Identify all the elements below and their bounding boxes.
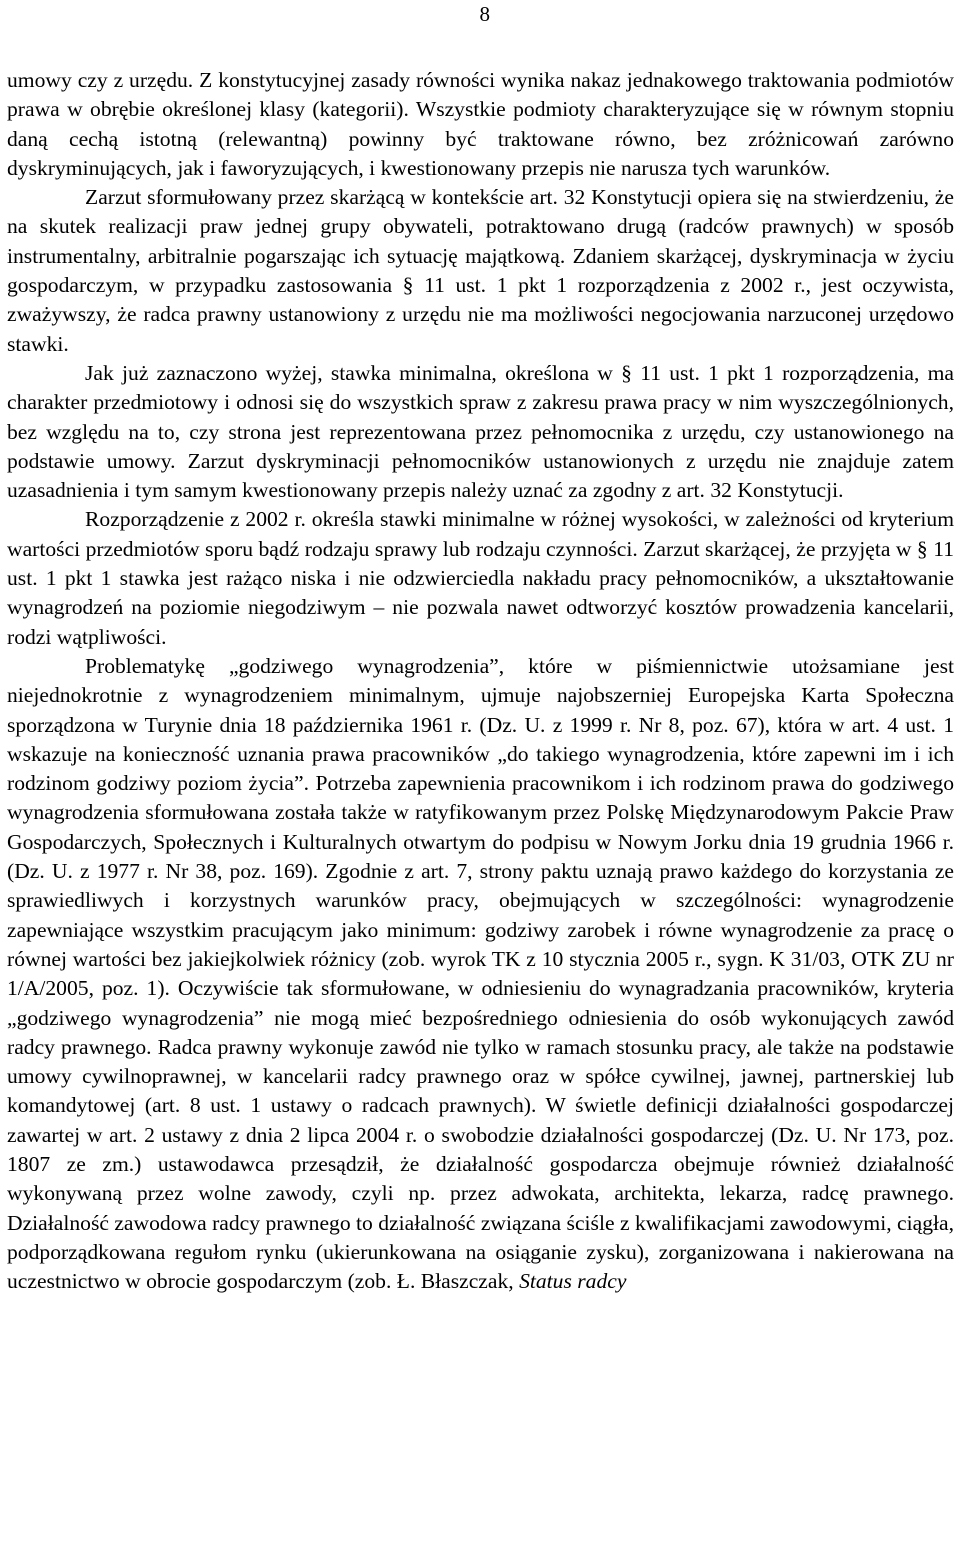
italic-citation-title: Status radcy — [519, 1269, 627, 1294]
paragraph-4: Rozporządzenie z 2002 r. określa stawki minimalne w różnej wysokości, w zależności od kryterium wartości przedmiotów sporu bądź rodzaju sprawy lub rodzaju czynności. Zarzut skarżącej, że przyjęta w § 11 ust. 1 pkt 1 stawka jest rażąco niska i nie odzwierciedla nakładu pracy pełnomocników, a ukształtowanie wynagrodzeń na poziomie niegodziwym – nie pozwala nawet odtworzyć kosztów prowadzenia kancelarii, rodzi wątpliwości. — [7, 507, 954, 649]
paragraph-1: umowy czy z urzędu. Z konstytucyjnej zasady równości wynika nakaz jednakowego traktowania podmiotów prawa w obrębie określonej klasy (kategorii). Wszystkie podmioty charakteryzujące się w równym stopniu daną cechą istotną (relewantną) powinny być traktowane równo, bez zróżnicowań zarówno dyskryminujących, jak i faworyzujących, i kwestionowany przepis nie narusza tych warunków. — [7, 68, 954, 180]
paragraph-2: Zarzut sformułowany przez skarżącą w kontekście art. 32 Konstytucji opiera się na stwierdzeniu, że na skutek realizacji praw jednej grupy obywateli, potraktowano drugą (radców prawnych) w sposób instrumentalny, arbitralnie pogarszając ich sytuację majątkową. Zdaniem skarżącej, dyskryminacja w życiu gospodarczym, w przypadku zastosowania § 11 ust. 1 pkt 1 rozporządzenia z 2002 r., jest oczywista, zważywszy, że radca prawny ustanowiony z urzędu nie ma możliwości negocjowania narzuconej urzędowo stawki. — [7, 185, 954, 356]
page-number: 8 — [479, 2, 490, 26]
paragraph-3: Jak już zaznaczono wyżej, stawka minimalna, określona w § 11 ust. 1 pkt 1 rozporządzenia, ma charakter przedmiotowy i odnosi się do wszystkich spraw z zakresu prawa pracy w nim wyszczególnionych, bez względu na to, czy strona jest reprezentowana przez pełnomocnika z urzędu, czy ustanowionego na podstawie umowy. Zarzut dyskryminacji pełnomocników ustanowionych z urzędu nie znajduje zatem uzasadnienia i tym samym kwestionowany przepis należy uznać za zgodny z art. 32 Konstytucji. — [7, 360, 954, 503]
paragraph-5 — [7, 652, 954, 1297]
paragraph-5-text: Problematykę „godziwego wynagrodzenia”, które w piśmiennictwie utożsamiane jest niejednokrotnie z wynagrodzeniem minimalnym, ujmuje najobszerniej Europejska Karta Społeczna sporządzona w Turynie dnia 18 października 1961 r. (Dz. U. z 1999 r. Nr 8, poz. 67), która w art. 4 ust. 1 wskazuje na konieczność uznania prawa pracowników „do takiego wynagrodzenia, które zapewni im i ich rodzinom godziwy poziom życia”. Potrzeba zapewnienia pracownikom i ich rodzinom prawa do godziwego wynagrodzenia sformułowana została także w ratyfikowanym przez Polskę Międzynarodowym Pakcie Praw Gospodarczych, Społecznych i Kulturalnych otwartym do podpisu w Nowym Jorku dnia 19 grudnia 1966 r. (Dz. U. z 1977 r. Nr 38, poz. 169). Zgodnie z art. 7, strony paktu uznają prawo każdego do korzystania ze sprawiedliwych i korzystnych warunków pracy, obejmujących w szczególności: wynagrodzenie zapewniające wszystkim pracującym jako minimum: godziwy zarobek i równe wynagrodzenie za pracę o równej wartości bez jakiejkolwiek różnicy (zob. wyrok TK z 10 stycznia 2005 r., sygn. K 31/03, OTK ZU nr 1/A/2005, poz. 1). Oczywiście tak sformułowane, w odniesieniu do wynagradzania pracowników, kryteria „godziwego wynagrodzenia” nie mogą mieć bezpośredniego odniesienia do osób wykonujących zawód radcy prawnego. Radca prawny wykonuje zawód nie tylko w ramach stosunku pracy, ale także na podstawie umowy cywilnoprawnej, w kancelarii radcy prawnego oraz w spółce cywilnej, jawnej, partnerskiej lub komandytowej (art. 8 ust. 1 ustawy o radcach prawnych). W świetle definicji działalności gospodarczej zawartej w art. 2 ustawy z dnia 2 lipca 2004 r. o swobodzie działalności gospodarczej (Dz. U. Nr 173, poz. 1807 ze zm.) ustawodawca przesądził, że działalność gospodarcza obejmuje również działalność wykonywaną przez wolne zawody, czyli np. przez adwokata, architekta, lekarza, radcę prawnego. Działalność zawodowa radcy prawnego to działalność związana ściśle z kwalifikacjami zawodowymi, ciągła, podporządkowana regułom rynku (ukierunkowana na osiąganie zysku), zorganizowana i nakierowana na uczestnictwo w obrocie gospodarczym (zob. Ł. Błaszczak, — [7, 653, 954, 1294]
document-body — [7, 66, 954, 1296]
